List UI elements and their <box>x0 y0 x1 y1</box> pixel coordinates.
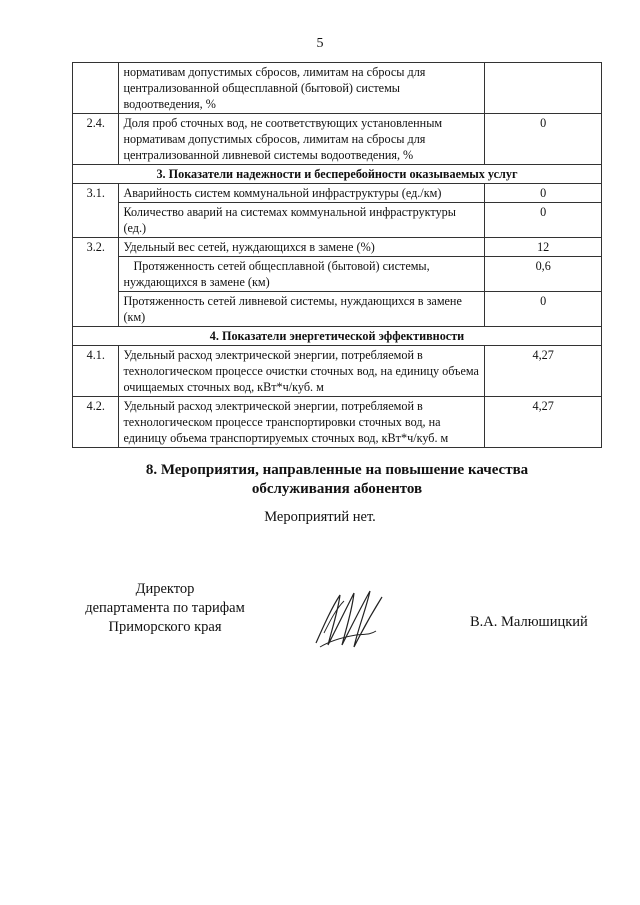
row-value <box>485 63 602 114</box>
handwritten-signature <box>310 585 390 655</box>
row-description: Удельный расход электрической энергии, потребляемой в технологическом процессе транспортировки сточных вод, на единицу объема транспортируемых сточных вод, кВт*ч/куб. м <box>119 397 485 448</box>
signer-title-line1: Директор <box>135 581 195 597</box>
section-8-heading-line1: 8. Мероприятия, направленные на повышение качества <box>145 462 529 478</box>
row-description: Удельный расход электрической энергии, потребляемой в технологическом процессе очистки сточных вод, на единицу объема очищаемых сточных вод, кВт*ч/куб. м <box>119 346 485 397</box>
row-value: 0,6 <box>485 257 602 292</box>
row-value: 0 <box>485 184 602 203</box>
table-row <box>73 63 602 114</box>
table-row <box>73 184 602 203</box>
signer-name: В.А. Малюшицкий <box>470 614 588 630</box>
no-measures-text: Мероприятий нет. <box>264 509 376 525</box>
row-description: Количество аварий на системах коммунальной инфраструктуры (ед.) <box>119 203 485 238</box>
table-row <box>73 346 602 397</box>
table-row <box>73 397 602 448</box>
table-section-row <box>73 165 602 184</box>
page-number: 5 <box>316 36 324 51</box>
row-value: 0 <box>485 292 602 327</box>
row-number: 4.1. <box>73 346 119 397</box>
row-description: Доля проб сточных вод, не соответствующих установленным нормативам допустимых сбросов, лимитам на сбросы для централизованной ливневой системы водоотведения, % <box>119 114 485 165</box>
section-8-heading <box>72 461 602 499</box>
row-description: Протяженность сетей ливневой системы, нуждающихся в замене (км) <box>119 292 485 327</box>
table-row <box>73 238 602 257</box>
section-8-heading-line2: обслуживания абонентов <box>251 481 423 497</box>
row-value: 0 <box>485 114 602 165</box>
row-number: 2.4. <box>73 114 119 165</box>
row-description: Удельный вес сетей, нуждающихся в замене (%) <box>119 238 485 257</box>
row-description: Протяженность сетей общесплавной (бытовой) системы, нуждающихся в замене (км) <box>119 257 485 292</box>
table-row <box>73 203 602 238</box>
table-row <box>73 292 602 327</box>
section-title: 3. Показатели надежности и бесперебойности оказываемых услуг <box>73 165 602 184</box>
row-number <box>73 63 119 114</box>
row-value: 4,27 <box>485 397 602 448</box>
section-title: 4. Показатели энергетической эффективности <box>73 327 602 346</box>
table-section-row <box>73 327 602 346</box>
indicators-table <box>72 62 602 448</box>
row-number: 3.1. <box>73 184 119 238</box>
row-number: 3.2. <box>73 238 119 327</box>
row-value: 0 <box>485 203 602 238</box>
row-value: 4,27 <box>485 346 602 397</box>
row-description: Аварийность систем коммунальной инфраструктуры (ед./км) <box>119 184 485 203</box>
signer-title-line3: Приморского края <box>108 619 222 635</box>
signer-title-line2: департамента по тарифам <box>85 600 245 616</box>
row-value: 12 <box>485 238 602 257</box>
signer-title <box>60 580 270 637</box>
row-number: 4.2. <box>73 397 119 448</box>
table-row <box>73 114 602 165</box>
row-description: нормативам допустимых сбросов, лимитам на сбросы для централизованной общесплавной (бытовой) системы водоотведения, % <box>119 63 485 114</box>
table-row <box>73 257 602 292</box>
